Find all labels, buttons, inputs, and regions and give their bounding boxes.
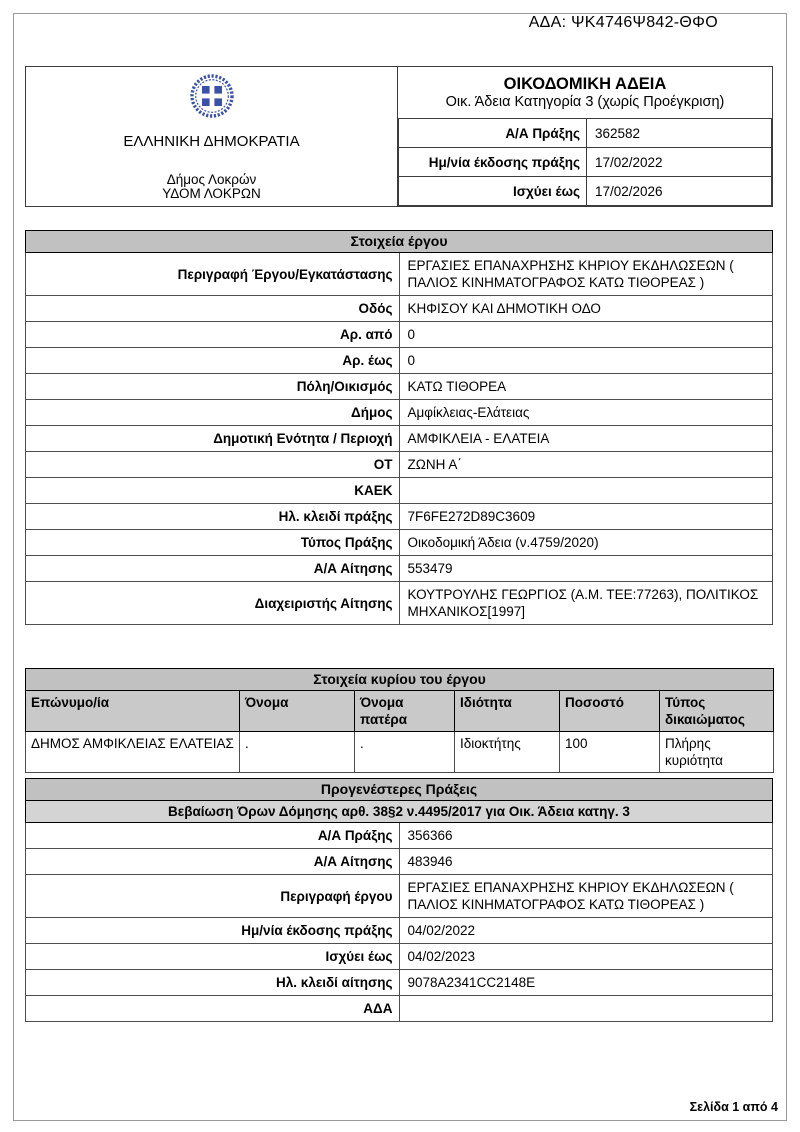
section-title: Προγενέστερες Πράξεις	[26, 779, 773, 801]
column-header: Επώνυμο/ία	[26, 691, 240, 732]
field-value: ΕΡΓΑΣΙΕΣ ΕΠΑΝΑΧΡΗΣΗΣ ΚΗΡΙΟΥ ΕΚΔΗΛΩΣΕΩΝ ( ΠΑΛΙΟΣ ΚΙΝΗΜΑΤΟΓΡΑΦΟΣ ΚΑΤΩ ΤΙΘΟΡΕΑΣ )	[399, 253, 773, 296]
table-row	[26, 296, 773, 322]
field-label: ΚΑΕΚ	[26, 478, 400, 504]
column-header: Ιδιότητα	[455, 691, 560, 732]
column-header: Όνομα πατέρα	[355, 691, 455, 732]
ada-code: ΑΔΑ: ΨΚ4746Ψ842-ΘΦΟ	[528, 14, 718, 31]
table-row	[26, 732, 774, 773]
permit-title-block	[398, 67, 772, 118]
field-value	[399, 996, 773, 1022]
table-row	[26, 426, 773, 452]
table-row	[26, 530, 773, 556]
column-header: Τύπος δικαιώματος	[660, 691, 774, 732]
section-title: Στοιχεία έργου	[26, 231, 773, 253]
field-label: Α/Α Πράξης	[399, 119, 587, 148]
field-label: Ισχύει έως	[399, 177, 587, 206]
field-label: Ισχύει έως	[26, 944, 400, 970]
owner-percentage: 100	[560, 732, 660, 773]
field-value	[399, 478, 773, 504]
issuer-country: ΕΛΛΗΝΙΚΗ ΔΗΜΟΚΡΑΤΙΑ	[123, 133, 300, 150]
section-header	[26, 231, 773, 253]
table-row	[26, 556, 773, 582]
table-row	[26, 970, 773, 996]
owner-capacity: Ιδιοκτήτης	[455, 732, 560, 773]
project-details-table	[25, 230, 773, 625]
issuer-department: ΥΔΟΜ ΛΟΚΡΩΝ	[162, 186, 261, 201]
field-label: Δημοτική Ενότητα / Περιοχή	[26, 426, 400, 452]
field-value: Οικοδομική Άδεια (ν.4759/2020)	[399, 530, 773, 556]
field-label: Α/Α Αίτησης	[26, 556, 400, 582]
table-row	[399, 177, 772, 206]
subsection-title: Βεβαίωση Όρων Δόμησης αρθ. 38§2 ν.4495/2017 για Οικ. Άδεια κατηγ. 3	[26, 801, 773, 823]
field-label: Ηλ. κλειδί πράξης	[26, 504, 400, 530]
field-label: Ημ/νία έκδοσης πράξης	[399, 148, 587, 177]
field-value: ΕΡΓΑΣΙΕΣ ΕΠΑΝΑΧΡΗΣΗΣ ΚΗΡΙΟΥ ΕΚΔΗΛΩΣΕΩΝ ( ΠΑΛΙΟΣ ΚΙΝΗΜΑΤΟΓΡΑΦΟΣ ΚΑΤΩ ΤΙΘΟΡΕΑΣ )	[399, 875, 773, 918]
field-value: ΖΩΝΗ Α΄	[399, 452, 773, 478]
owner-right-type: Πλήρης κυριότητα	[660, 732, 774, 773]
field-label: Αρ. έως	[26, 348, 400, 374]
field-value: ΚΑΤΩ ΤΙΘΟΡΕΑ	[399, 374, 773, 400]
table-row	[26, 823, 773, 849]
field-label: Οδός	[26, 296, 400, 322]
owner-name: .	[240, 732, 355, 773]
field-label: Δήμος	[26, 400, 400, 426]
field-value: 04/02/2023	[399, 944, 773, 970]
field-label: ΑΔΑ	[26, 996, 400, 1022]
field-label: Περιγραφή έργου	[26, 875, 400, 918]
permit-header-block	[398, 67, 772, 206]
document-header	[25, 66, 773, 207]
owner-details-table	[25, 668, 774, 773]
table-row	[26, 374, 773, 400]
owner-surname: ΔΗΜΟΣ ΑΜΦΙΚΛΕΙΑΣ ΕΛΑΤΕΙΑΣ	[26, 732, 240, 773]
field-value: 553479	[399, 556, 773, 582]
table-row	[26, 478, 773, 504]
table-row	[26, 322, 773, 348]
column-header: Όνομα	[240, 691, 355, 732]
field-value: 356366	[399, 823, 773, 849]
field-value: ΚΗΦΙΣΟΥ ΚΑΙ ΔΗΜΟΤΙΚΗ ΟΔΟ	[399, 296, 773, 322]
table-row	[26, 400, 773, 426]
table-row	[26, 944, 773, 970]
field-value: ΚΟΥΤΡΟΥΛΗΣ ΓΕΩΡΓΙΟΣ (Α.Μ. ΤΕΕ:77263), ΠΟΛΙΤΙΚΟΣ ΜΗΧΑΝΙΚΟΣ[1997]	[399, 582, 773, 625]
table-row	[26, 849, 773, 875]
table-row	[399, 119, 772, 148]
field-label: Περιγραφή Έργου/Εγκατάστασης	[26, 253, 400, 296]
field-value: 04/02/2022	[399, 918, 773, 944]
table-row	[26, 875, 773, 918]
issuer-municipality: Δήμος Λοκρών	[166, 172, 257, 187]
prior-acts-table	[25, 778, 773, 1022]
section-header	[26, 779, 773, 801]
field-label: Αρ. από	[26, 322, 400, 348]
column-header: Ποσοστό	[560, 691, 660, 732]
permit-subtitle: Οικ. Άδεια Κατηγορία 3 (χωρίς Προέγκριση)	[445, 93, 725, 110]
field-label: ΟΤ	[26, 452, 400, 478]
table-row	[26, 452, 773, 478]
field-label: Πόλη/Οικισμός	[26, 374, 400, 400]
field-label: Ηλ. κλειδί αίτησης	[26, 970, 400, 996]
field-value: Αμφίκλειας-Ελάτειας	[399, 400, 773, 426]
permit-title: ΟΙΚΟΔΟΜΙΚΗ ΑΔΕΙΑ	[503, 74, 667, 93]
field-value: 483946	[399, 849, 773, 875]
field-value: 362582	[587, 119, 772, 148]
field-value: 0	[399, 348, 773, 374]
field-label: Α/Α Πράξης	[26, 823, 400, 849]
field-value: 9078A2341CC2148E	[399, 970, 773, 996]
field-value: 17/02/2022	[587, 148, 772, 177]
issuer-block	[26, 67, 398, 206]
table-row	[26, 918, 773, 944]
field-value: ΑΜΦΙΚΛΕΙΑ - ΕΛΑΤΕΙΑ	[399, 426, 773, 452]
section-title: Στοιχεία κυρίου του έργου	[26, 669, 774, 691]
field-label: Α/Α Αίτησης	[26, 849, 400, 875]
field-value: 17/02/2026	[587, 177, 772, 206]
page-number: Σελίδα 1 από 4	[689, 1100, 778, 1114]
section-header	[26, 669, 774, 691]
field-value: 0	[399, 322, 773, 348]
field-value: 7F6FE272D89C3609	[399, 504, 773, 530]
field-label: Ημ/νία έκδοσης πράξης	[26, 918, 400, 944]
table-row	[26, 348, 773, 374]
table-row	[26, 582, 773, 625]
field-label: Τύπος Πράξης	[26, 530, 400, 556]
table-row	[26, 253, 773, 296]
greek-emblem-icon	[189, 70, 235, 124]
table-row	[26, 996, 773, 1022]
subsection-header	[26, 801, 773, 823]
table-row	[26, 504, 773, 530]
owner-father-name: .	[355, 732, 455, 773]
table-header-row	[26, 691, 774, 732]
field-label: Διαχειριστής Αίτησης	[26, 582, 400, 625]
permit-meta-table	[398, 118, 772, 206]
table-row	[399, 148, 772, 177]
